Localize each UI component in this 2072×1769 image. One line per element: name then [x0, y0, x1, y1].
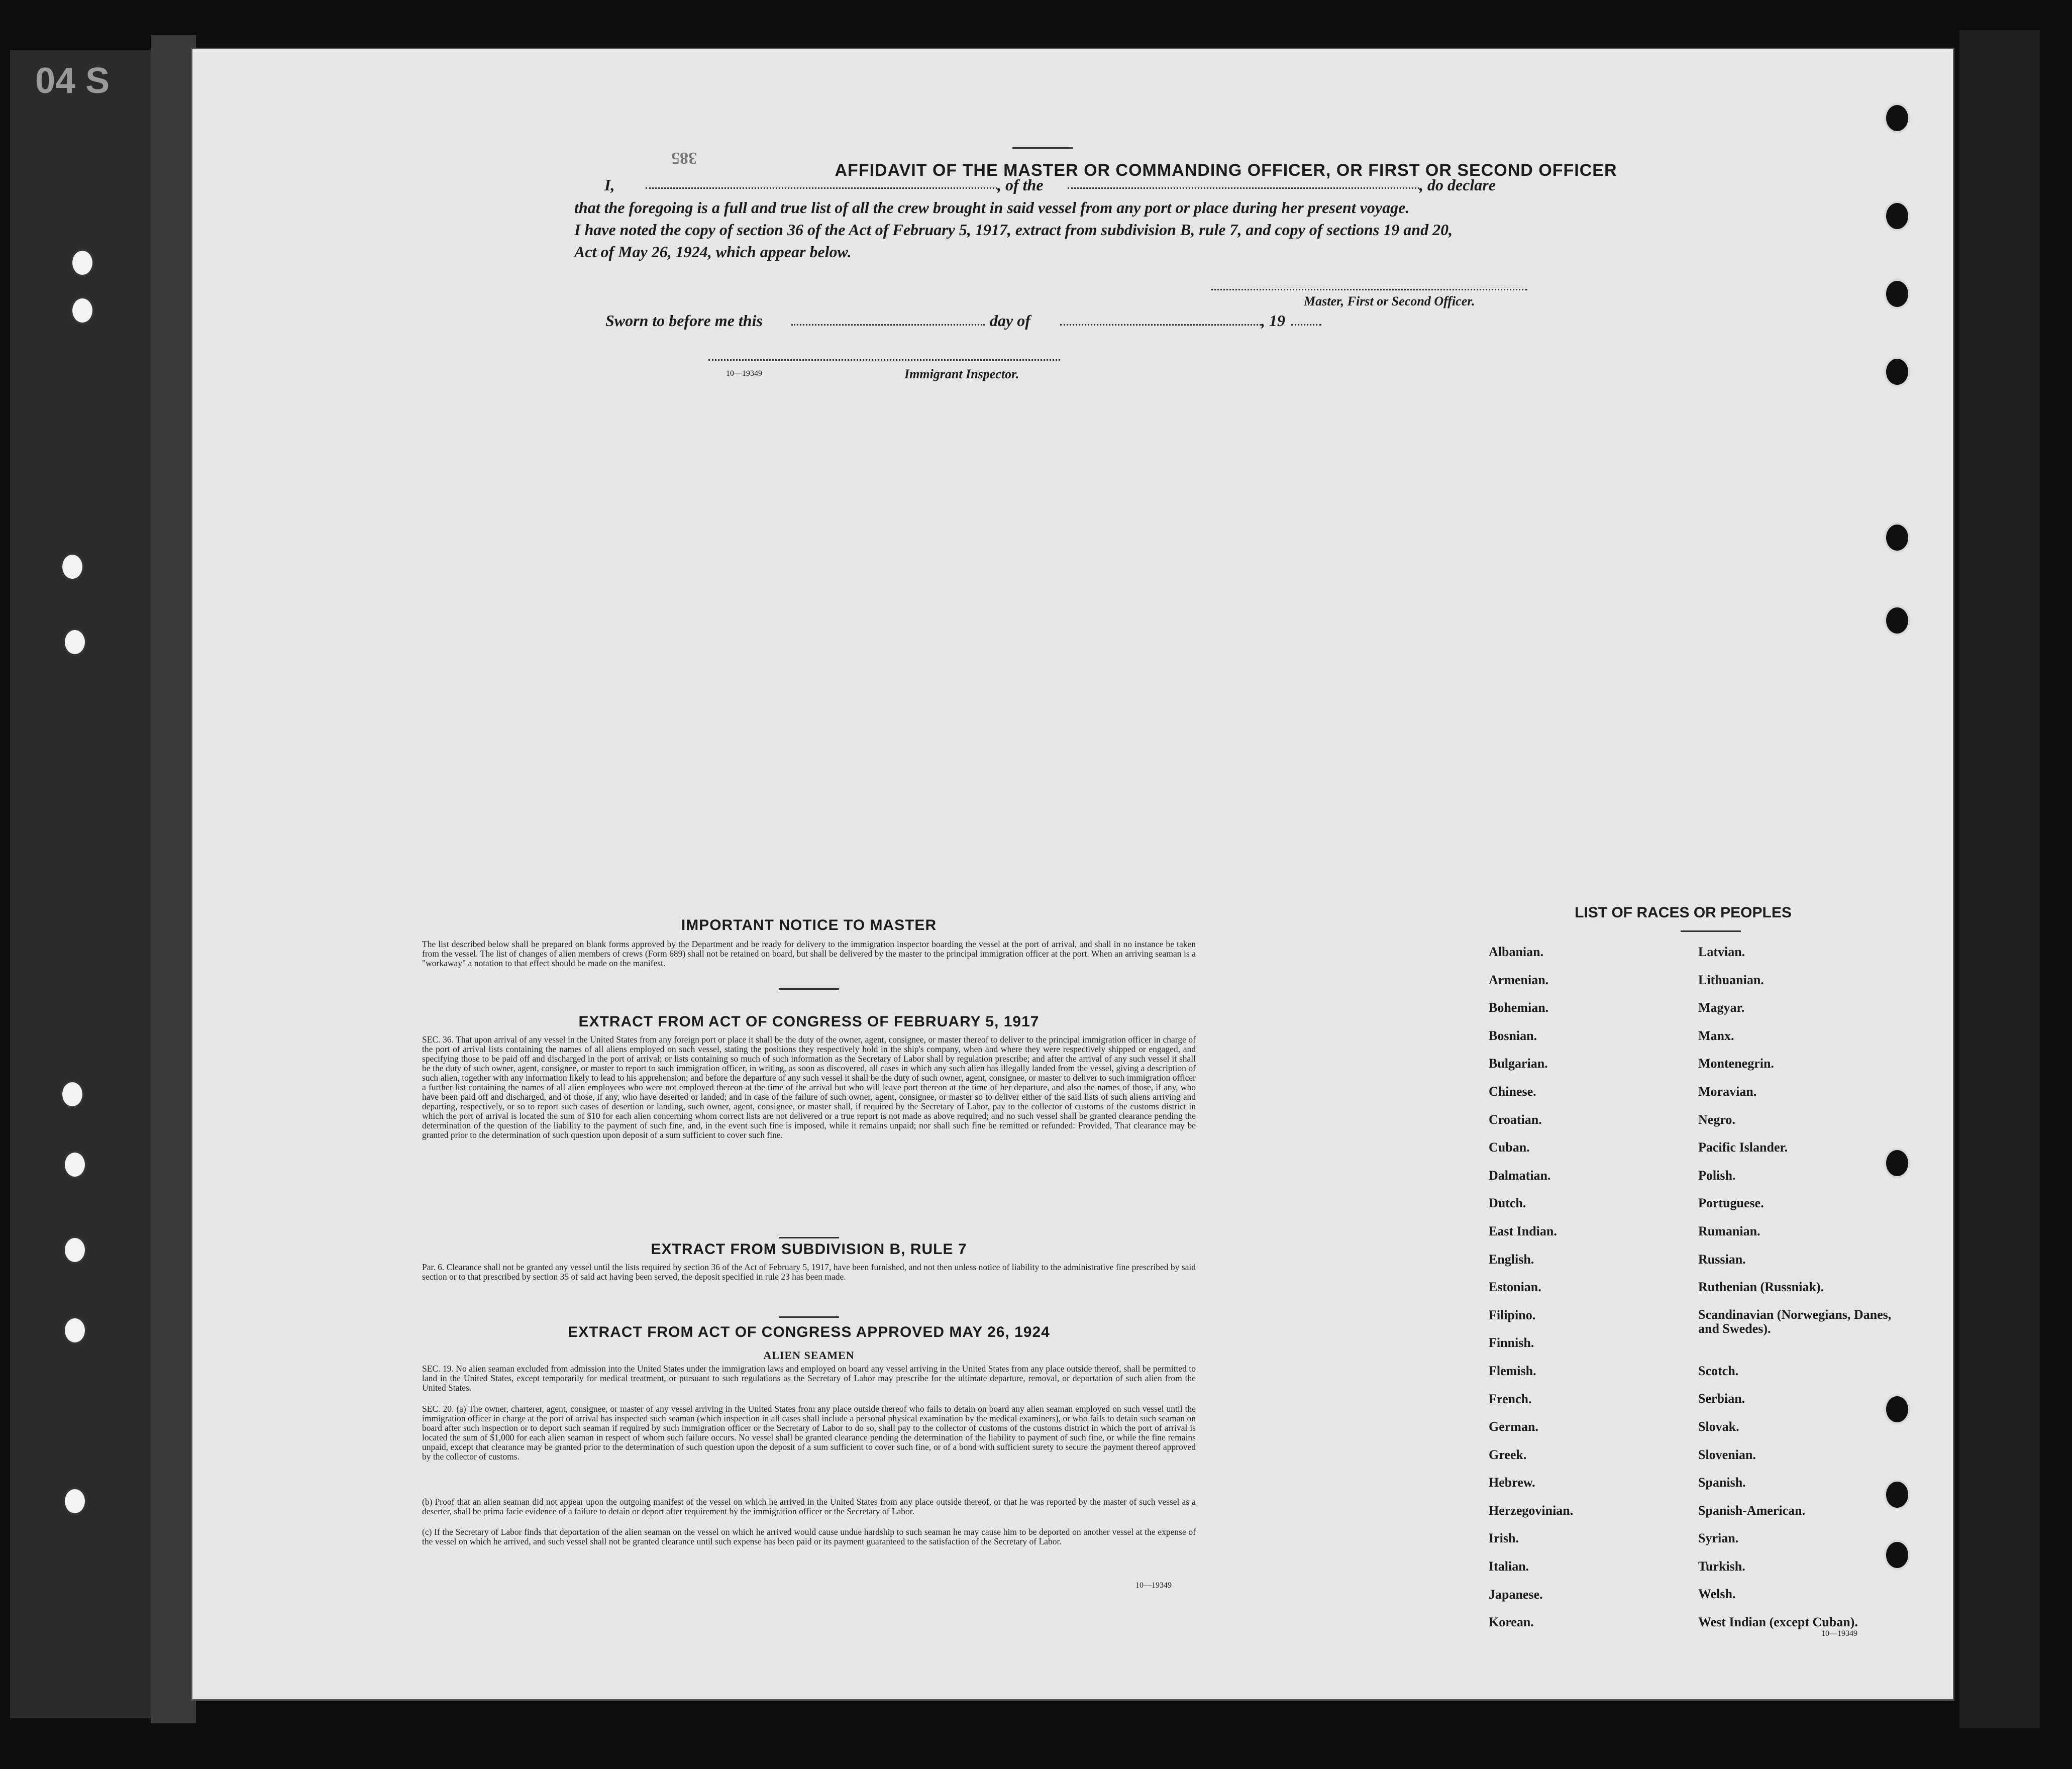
race-item: Albanian.: [1489, 945, 1544, 959]
master-caption: Master, First or Second Officer.: [1304, 294, 1475, 308]
affidavit-of-the-label: , of the: [997, 176, 1044, 194]
right-page-stack: [1959, 30, 2040, 1728]
race-item: Ruthenian (Russniak).: [1698, 1280, 1824, 1295]
race-item: Moravian.: [1698, 1084, 1757, 1099]
race-item: Slovak.: [1698, 1419, 1739, 1434]
binder-hole: [1884, 103, 1910, 133]
race-item: Manx.: [1698, 1028, 1734, 1043]
race-item: German.: [1489, 1419, 1538, 1434]
race-item: Korean.: [1489, 1615, 1534, 1630]
affidavit-line-3: I have noted the copy of section 36 of the Act of February 5, 1917, extract from subdivision B, rule 7, and copy of sections 19 and 20,: [574, 221, 1453, 239]
race-item: Spanish-American.: [1698, 1503, 1806, 1518]
race-item: Russian.: [1698, 1252, 1746, 1267]
race-item: Greek.: [1489, 1447, 1527, 1462]
notice-title: IMPORTANT NOTICE TO MASTER: [681, 917, 937, 933]
race-item: French.: [1489, 1391, 1532, 1406]
races-left-column: [1489, 945, 1573, 1643]
affidavit-declare-label: , do declare: [1419, 176, 1496, 194]
race-item: Pacific Islander.: [1698, 1140, 1788, 1155]
inspector-signature-line[interactable]: [708, 359, 1060, 361]
race-item: Finnish.: [1489, 1335, 1534, 1350]
extract-1917-title: EXTRACT FROM ACT OF CONGRESS OF FEBRUARY 5, 1917: [578, 1013, 1040, 1030]
race-item: Magyar.: [1698, 1000, 1745, 1015]
extract-rule7-title: EXTRACT FROM SUBDIVISION B, RULE 7: [651, 1241, 967, 1258]
race-item: Slovenian.: [1698, 1447, 1756, 1462]
sworn-day-of-label: day of: [990, 311, 1030, 330]
race-item: Irish.: [1489, 1531, 1519, 1546]
race-item: Italian.: [1489, 1559, 1529, 1574]
race-item: Scotch.: [1698, 1363, 1739, 1378]
race-item: Spanish.: [1698, 1475, 1746, 1490]
race-item: Polish.: [1698, 1168, 1736, 1183]
sec20c-body: (c) If the Secretary of Labor finds that deportation of the alien seaman on the vessel on which he arrived would cause undue hardship to such seaman he may cause him to be deported on another vessel at the expense of the vessel on which he arrived, and such vessel shall not be granted clearance until such expense has been paid or its payment guaranteed to the satisfaction of the Secretary of Labor.: [422, 1527, 1196, 1546]
extract-1924-title: EXTRACT FROM ACT OF CONGRESS APPROVED MAY 26, 1924: [568, 1324, 1050, 1340]
section-divider: [779, 1316, 839, 1318]
sec20a-body: SEC. 20. (a) The owner, charterer, agent, consignee, or master of any vessel arriving in the United States from any place outside thereof who fails to detain on board any alien seaman employed on such vessel until the immigration officer in charge at the port of arrival has inspected such seaman (which inspection in all cases shall include a personal physical examination by the medical examiners), or who fails to detain such seaman on board after such inspection or to deport such seaman if required by such immigration officer or the Secretary of Labor to do so, shall pay to the collector of customs of the customs district in which the port of arrival is located the sum of $1,000 for each alien seaman in respect of whom such failure occurs. No vessel shall be granted clearance pending the determination of the liability to payment of such fine, or while the fine remains unpaid, except that clearance may be granted prior to the determination of such question upon the deposit of a sum sufficient to cover such fine, or of a bond with sufficient surety to secure the payment thereof approved by the collector of customs.: [422, 1404, 1196, 1462]
extract-rule7-body: Par. 6. Clearance shall not be granted any vessel until the lists required by section 36 of the Act of February 5, 1917, have been furnished, and not then unless notice of liability to the administrative fine prescribed by said section or to that prescribed by section 35 of said act having been served, the deposit specified in rule 23 has been made.: [422, 1262, 1196, 1282]
binder-hole: [63, 1236, 87, 1264]
race-item: Flemish.: [1489, 1363, 1536, 1378]
race-item: Syrian.: [1698, 1531, 1739, 1546]
race-item: Bohemian.: [1489, 1000, 1549, 1015]
affidavit-line-4: Act of May 26, 1924, which appear below.: [574, 243, 852, 261]
master-signature-line[interactable]: [1211, 289, 1527, 290]
stamped-page-number: 385: [671, 149, 697, 167]
race-item: Hebrew.: [1489, 1475, 1535, 1490]
race-item: Bulgarian.: [1489, 1056, 1548, 1071]
section-divider: [779, 988, 839, 990]
binder-hole: [63, 1151, 87, 1179]
binder-hole: [1884, 279, 1910, 309]
races-title: LIST OF RACES OR PEOPLES: [1575, 904, 1792, 921]
binder-hole: [1884, 523, 1910, 553]
race-item: Rumanian.: [1698, 1223, 1760, 1238]
race-item: Scandinavian (Norwegians, Danes, and Swedes).: [1698, 1307, 1892, 1336]
sworn-prefix: Sworn to before me this: [605, 311, 763, 330]
notice-body: The list described below shall be prepared on blank forms approved by the Department and be ready for delivery to the immigration inspector boarding the vessel at the port of arrival, and shall in no instance be taken from the vessel. The list of changes of alien members of crews (Form 689) shall not be retained on board, but shall be delivered by the master to the principal immigration officer at the port. When an arriving seaman is a "workaway" a notation to that effect should be made on the manifest.: [422, 939, 1196, 968]
vessel-blank-line[interactable]: [1068, 187, 1419, 189]
sworn-month-line[interactable]: [1060, 324, 1261, 326]
race-item: Dutch.: [1489, 1196, 1526, 1211]
form-code: 10—19349: [726, 369, 762, 378]
sworn-year-line[interactable]: [1291, 324, 1321, 326]
page-edge-strip: [151, 35, 196, 1723]
name-blank-line[interactable]: [646, 187, 997, 189]
race-item: Herzegovinian.: [1489, 1503, 1574, 1518]
race-item: East Indian.: [1489, 1223, 1557, 1238]
race-item: Japanese.: [1489, 1587, 1543, 1602]
race-item: West Indian (except Cuban).: [1698, 1615, 1858, 1630]
race-item: Estonian.: [1489, 1280, 1541, 1295]
race-item: Dalmatian.: [1489, 1168, 1551, 1183]
race-item: Negro.: [1698, 1112, 1735, 1127]
binder-hole: [70, 296, 94, 325]
binder-hole: [1884, 605, 1910, 636]
race-item: Montenegrin.: [1698, 1056, 1774, 1071]
race-item: Cuban.: [1489, 1140, 1530, 1155]
affidavit-line-2: that the foregoing is a full and true list of all the crew brought in said vessel from any port or place during her present voyage.: [574, 198, 1410, 217]
race-item: English.: [1489, 1252, 1534, 1267]
races-form-code: 10—19349: [1821, 1629, 1857, 1638]
race-item: Welsh.: [1698, 1587, 1736, 1602]
binder-hole: [1884, 357, 1910, 387]
race-item: Latvian.: [1698, 945, 1745, 959]
binder-hole: [60, 553, 84, 581]
race-item: Portuguese.: [1698, 1196, 1764, 1211]
sworn-day-line[interactable]: [791, 324, 985, 326]
race-item: Armenian.: [1489, 972, 1549, 987]
binder-hole: [63, 628, 87, 656]
race-item: Turkish.: [1698, 1558, 1745, 1574]
race-item: Serbian.: [1698, 1391, 1745, 1406]
race-item: Chinese.: [1489, 1084, 1536, 1099]
section-divider: [779, 1237, 839, 1238]
races-right-column: [1698, 945, 1914, 1643]
document-page: [191, 48, 1954, 1701]
race-item: Lithuanian.: [1698, 972, 1764, 987]
sworn-year-label: , 19: [1261, 311, 1285, 330]
binder-hole: [70, 249, 94, 277]
race-item: Bosnian.: [1489, 1028, 1537, 1043]
binder-hole: [63, 1487, 87, 1515]
alien-seamen-subtitle: ALIEN SEAMEN: [763, 1349, 855, 1362]
race-item: Croatian.: [1489, 1112, 1542, 1127]
binder-hole: [60, 1080, 84, 1108]
affidavit-i-label: I,: [604, 176, 615, 194]
sec19-body: SEC. 19. No alien seaman excluded from admission into the United States under the immigration laws and employed on board any vessel arriving in the United States from any place outside thereof, shall be permitted to land in the United States, except temporarily for medical treatment, or pursuant to such regulations as the Secretary of Labor may prescribe for the ultimate departure, removal, or deportation of such alien from the United States.: [422, 1364, 1196, 1393]
title-underline: [1012, 147, 1073, 149]
affidavit-title: AFFIDAVIT OF THE MASTER OR COMMANDING OFFICER, OR FIRST OR SECOND OFFICER: [835, 161, 1617, 180]
form-code-bottom: 10—19349: [1135, 1581, 1172, 1590]
extract-1917-body: SEC. 36. That upon arrival of any vessel in the United States from any foreign port or place it shall be the duty of the owner, agent, consignee, or master thereof to deliver to the principal immigration officer in charge of the port of arrival lists containing the names of all aliens employed on such vessel, stating the positions they respectively hold in the ship's company, when and where they were respectively shipped or engaged, and specifying those to be paid off and discharged in the port of arrival; or lists containing so much of such information as the Secretary of Labor shall by regulation prescribe; and after the arrival of any such vessel it shall be the duty of such owner, agent, consignee, or master to report to such immigration officer, in writing, as soon as discovered, all cases in which any such alien has illegally landed from the vessel, giving a description of such alien, together with any information likely to lead to his apprehension; and before the departure of any such vessel it shall be the duty of such owner, agent, consignee, or master to deliver to such immigration officer a further list containing the names of all alien employees who were not employed thereon at the time of the arrival but who will leave port thereon at the time of her departure, and also the names of those, if any, who have been paid off and discharged, and of those, if any, who have deserted or landed; and in case of the failure of such owner, agent, consignee, or master so to deliver either of the said lists of such aliens arriving and departing, respectively, or so to report such cases of desertion or landing, such owner, agent, consignee, or master shall, if required by the Secretary of Labor, pay to the collector of customs of the customs district in which the port of arrival is located the sum of $10 for each alien concerning whom correct lists are not delivered or a true report is not made as above required; and no such vessel shall be granted clearance pending the determination of the question of the liability to the payment of such fine, and, in the event such fine is imposed, while it remains unpaid; nor shall such fine be remitted or refunded: Provided, That clearance may be granted prior to the determination of such question upon deposit of a sum sufficient to cover such fine.: [422, 1034, 1196, 1140]
sec20b-body: (b) Proof that an alien seaman did not appear upon the outgoing manifest of the vessel on which he arrived in the United States from any place outside thereof, or that he was reported by the master of such vessel as a deserter, shall be prima facie evidence of a failure to detain or deport after requirement by the immigration officer or the Secretary of Labor.: [422, 1497, 1196, 1516]
binder-hole: [1884, 201, 1910, 231]
side-handwritten-mark: 04 S: [35, 61, 110, 101]
binder-hole: [63, 1316, 87, 1344]
race-item: Filipino.: [1489, 1307, 1536, 1322]
races-title-underline: [1681, 930, 1741, 932]
inspector-caption: Immigrant Inspector.: [904, 367, 1019, 381]
